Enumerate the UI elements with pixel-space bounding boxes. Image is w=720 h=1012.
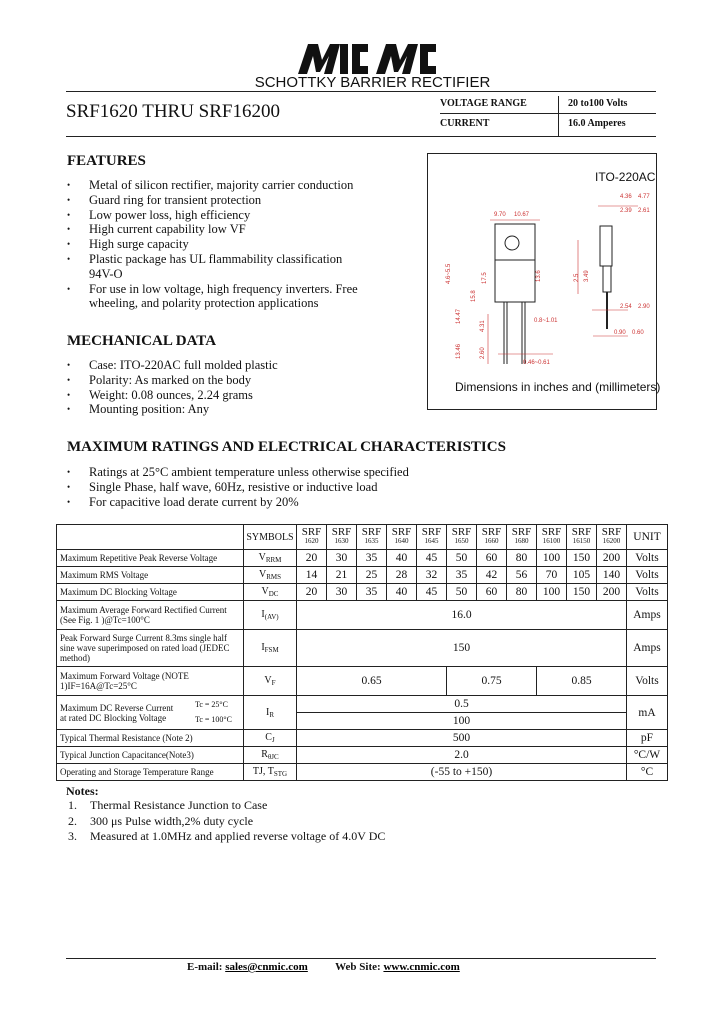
dim-label: 2.90 [638,304,650,310]
package-name: ITO-220AC [595,170,656,184]
list-item: • Single Phase, half wave, 60Hz, resistive or inductive load [66,480,466,495]
param-label: Typical Thermal Resistance (Note 2) [57,730,244,747]
table-row [57,584,668,601]
symbol-cell: $C_J$ [244,730,297,747]
dim-label: 14.47 [456,308,462,324]
param-label: Maximum Average Forward Rectified Current (See Fig. 1 )@Tc=100°C [57,601,244,630]
unit-cell: mA [627,696,668,730]
unit-header: UNIT [627,525,668,550]
param-label: Peak Forward Surge Current 8.3ms single half sine wave superimposed on rated load (JEDEC method) [57,630,244,667]
list-item: • Case: ITO-220AC full molded plastic [66,358,366,373]
value-cell: 30 [327,550,357,567]
value-cell: 50 [447,550,477,567]
value-cell: 200 [597,550,627,567]
value-cell: 20 [297,550,327,567]
current-label: CURRENT [440,118,490,129]
document-subtitle: SCHOTTKY BARRIER RECTIFIER [254,74,491,91]
list-item: • For capacitive load derate current by 20% [66,495,466,510]
features-heading: FEATURES [67,153,146,169]
spec-divider [558,96,559,136]
value-cell: 50 [447,584,477,601]
param-label: Maximum RMS Voltage [57,567,244,584]
value-cell: 25 [357,567,387,584]
value-cell: 0.85 [537,667,627,696]
dim-label: 2.61 [638,208,650,214]
device-header: SRF 1645 [417,525,447,550]
spec-divider [440,113,656,114]
table-header-row [57,525,668,550]
symbol-cell: $V_{RMS}$ [244,567,297,584]
value-cell: 70 [537,567,567,584]
value-cell: 80 [507,550,537,567]
value-cell: 0.5 [297,696,627,713]
condition-label: Tc = 25°C [195,700,228,709]
dim-label: 2.54 [620,304,632,310]
dim-label: 13.6 [536,270,542,282]
symbol-cell: $I_{(AV)}$ [244,601,297,630]
value-cell: 14 [297,567,327,584]
dim-label: 4.77 [638,194,650,200]
value-cell: 500 [297,730,627,747]
symbol-cell: $R_{\theta JC}$ [244,747,297,764]
value-cell: 150 [567,584,597,601]
value-cell: 20 [297,584,327,601]
value-cell: 60 [477,550,507,567]
notes-heading: Notes: [66,784,99,798]
value-cell: 80 [507,584,537,601]
symbol-cell: TJ, $T_{STG}$ [244,764,297,781]
value-cell: 105 [567,567,597,584]
unit-cell: Volts [627,567,668,584]
symbol-cell: $V_{RRM}$ [244,550,297,567]
table-row [57,747,668,764]
dim-label: 9.70 [494,212,506,218]
device-header: SRF 1630 [327,525,357,550]
dim-label: 0.8~1.01 [534,318,558,324]
value-cell: (-55 to +150) [297,764,627,781]
value-cell: 28 [387,567,417,584]
table-row [57,696,668,713]
dim-label: 4.6~5.5 [446,263,452,284]
value-cell: 35 [447,567,477,584]
value-cell: 100 [297,713,627,730]
unit-cell: Volts [627,584,668,601]
list-item: • Low power loss, high efficiency [66,208,366,223]
unit-cell: °C [627,764,668,781]
table-row [57,730,668,747]
unit-cell: pF [627,730,668,747]
dim-label: 3.49 [584,270,590,282]
param-label: Maximum DC Reverse Current at rated DC Blocking Voltage Tc = 25°C Tc = 100°C [57,696,244,730]
value-cell: 16.0 [297,601,627,630]
value-cell: 200 [597,584,627,601]
table-row [57,601,668,630]
table-row [57,764,668,781]
list-item: • For use in low voltage, high frequency inverters. Free wheeling, and polarity protection applications [66,282,361,312]
dim-label: 17.5 [482,272,488,284]
dim-label: 0.90 [614,330,626,336]
list-item: 2. 300 μs Pulse width,2% duty cycle [68,813,254,828]
list-item: 1. Thermal Resistance Junction to Case [68,798,268,812]
value-cell: 100 [537,584,567,601]
device-header: SRF 16200 [597,525,627,550]
param-label: Maximum Forward Voltage (NOTE 1)IF=16A@Tc=25°C [57,667,244,696]
ratings-heading: MAXIMUM RATINGS AND ELECTRICAL CHARACTERISTICS [67,439,506,455]
dim-label: 2.39 [620,208,632,214]
device-header: SRF 16100 [537,525,567,550]
dim-label: 2.5 [574,273,580,282]
unit-cell: Volts [627,550,668,567]
features-list [66,178,366,311]
voltage-range-value: 20 to100 Volts [568,98,628,109]
value-cell: 42 [477,567,507,584]
value-cell: 140 [597,567,627,584]
unit-cell: °C/W [627,747,668,764]
value-cell: 30 [327,584,357,601]
symbol-cell: $I_{FSM}$ [244,630,297,667]
list-item: • High surge capacity [66,237,366,252]
list-item: • Polarity: As marked on the body [66,373,366,388]
value-cell: 150 [567,550,597,567]
list-item: • Mounting position: Any [66,402,366,417]
company-logo [290,40,440,76]
value-cell: 40 [387,550,417,567]
package-drawing [428,154,656,384]
package-caption: Dimensions in inches and (millimeters) [455,380,661,394]
param-label: Typical Junction Capacitance(Note3) [57,747,244,764]
device-header: SRF 1635 [357,525,387,550]
mechanical-list [66,358,366,417]
value-cell: 60 [477,584,507,601]
table-row [57,567,668,584]
value-cell: 35 [357,584,387,601]
condition-label: Tc = 100°C [195,715,232,724]
footer [187,961,460,973]
value-cell: 40 [387,584,417,601]
param-label: Maximum Repetitive Peak Reverse Voltage [57,550,244,567]
value-cell: 45 [417,584,447,601]
dim-label: 0.60 [632,330,644,336]
list-item: 3. Measured at 1.0MHz and applied reverse voltage of 4.0V DC [68,829,386,843]
list-item: • Plastic package has UL flammability classification 94V-O [66,252,351,282]
list-item: • High current capability low VF [66,222,366,237]
dim-label: 15.8 [471,290,477,302]
notes-list [68,798,385,845]
device-header: SRF 1660 [477,525,507,550]
dim-label: 4.36 [620,194,632,200]
unit-cell: Volts [627,667,668,696]
value-cell: 0.65 [297,667,447,696]
dim-label: 0.46~0.61 [523,360,550,366]
value-cell: 2.0 [297,747,627,764]
website-label: Web Site: [335,961,381,973]
value-cell: 21 [327,567,357,584]
list-item: • Ratings at 25°C ambient temperature unless otherwise specified [66,465,466,480]
value-cell: 0.75 [447,667,537,696]
dim-label: 2.60 [480,347,486,359]
unit-cell: Amps [627,630,668,667]
voltage-range-label: VOLTAGE RANGE [440,98,527,109]
symbol-cell: $V_F$ [244,667,297,696]
value-cell: 45 [417,550,447,567]
device-header: SRF 1650 [447,525,477,550]
device-header: SRF 1640 [387,525,417,550]
param-label: Operating and Storage Temperature Range [57,764,244,781]
title-divider [66,91,656,92]
dim-label: 10.67 [514,212,530,218]
param-label: Maximum DC Blocking Voltage [57,584,244,601]
device-header: SRF 16150 [567,525,597,550]
header-bottom-divider [66,136,656,137]
value-cell: 35 [357,550,387,567]
value-cell: 150 [297,630,627,667]
table-row [57,630,668,667]
footer-divider [66,958,656,959]
table-row [57,550,668,567]
value-cell: 100 [537,550,567,567]
part-number-title: SRF1620 THRU SRF16200 [66,101,280,122]
dim-label: 13.46 [456,343,462,359]
ratings-table [56,524,668,781]
symbols-header: SYMBOLS [244,525,297,550]
list-item: • Metal of silicon rectifier, majority carrier conduction [66,178,366,193]
email-link[interactable]: sales@cnmic.com [225,961,308,973]
table-cell [57,525,244,550]
symbol-cell: $I_R$ [244,696,297,730]
unit-cell: Amps [627,601,668,630]
value-cell: 32 [417,567,447,584]
mechanical-heading: MECHANICAL DATA [67,333,217,349]
list-item: • Weight: 0.08 ounces, 2.24 grams [66,388,366,403]
value-cell: 56 [507,567,537,584]
device-header: SRF 1620 [297,525,327,550]
ratings-conditions [66,465,466,509]
current-value: 16.0 Amperes [568,118,626,129]
website-link[interactable]: www.cnmic.com [383,961,460,973]
table-row [57,667,668,696]
list-item: • Guard ring for transient protection [66,193,366,208]
device-header: SRF 1680 [507,525,537,550]
email-label: E-mail: [187,961,223,973]
symbol-cell: $V_{DC}$ [244,584,297,601]
dim-label: 4.31 [480,320,486,332]
